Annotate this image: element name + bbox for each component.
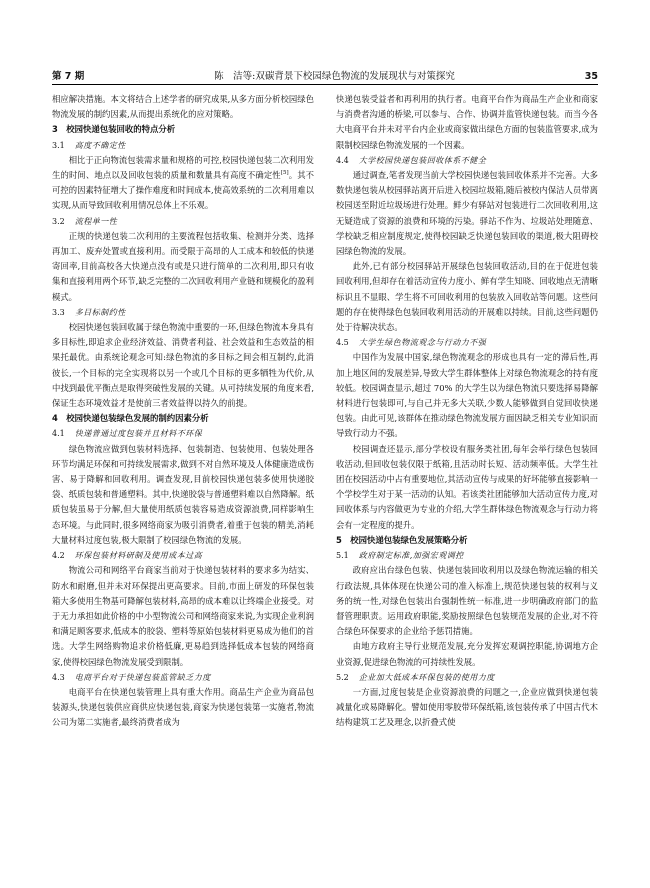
subsection-title: 快递普通过度包装并且材料不环保 (74, 429, 203, 439)
subsection-number: 4.3 (52, 672, 65, 682)
right-column (336, 92, 598, 731)
paragraph: 校园调查还显示,部分学校设有服务类社团,每年会举行绿色包装回收活动,但回收包装仅限于纸箱,且活动时长短、活动频率低。大学生社团在校园活动中占有重要地位,其活动宣传与成果的好坏能够直接影响一个学校学生对于某一活动的认知。若该类社团能够加大活动宣传力度,对回收体系与内容做更为专业的介绍,大学生群体绿色物流观念与行动力将会有一定程度的提升。 (336, 443, 598, 530)
section-heading-5: 5 校园快递包装绿色发展策略分析 (336, 534, 468, 545)
subsection-heading-3-3 (52, 305, 314, 320)
paragraph-text: 相比于正向物流包装需求量和规格的可控,校园快递包装二次利用发生的时间、地点以及回收包装的质量和数量具有高度不确定性 (52, 154, 314, 181)
paragraph: 此外,已有部分校园驿站开展绿色包装回收活动,目的在于促进包装回收利用,但却存在着活动宣传力度小、鲜有学生知晓、回收地点无清晰标识且不显眼、学生将不可回收利用的包装放入回收站等问题。这些问题的存在使得绿色包装回收利用活动的开展难以持续。目前,这些问题仍处于待解决状态。 (336, 261, 598, 333)
paragraph: 校园快递包装回收属于绿色物流中重要的一环,但绿色物流本身具有多目标性,即追求企业经济效益、消费者利益、社会效益和生态效益的相果托最优。由系统论观念可知:绿色物流的多目标之间会相互制约,此消彼长,一个目标的完全实现将以另一个或几个目标的更多牺牲为代价,从中找到最优平衡点是取得突破性发展的关键。从可持续发展的角度来看,保证生态环境效益才是使前三者效益得以持久的前提。 (52, 322, 314, 409)
running-header (52, 66, 598, 82)
subsection-heading-4-1 (52, 426, 314, 441)
paragraph (52, 153, 314, 214)
paragraph-text: 。其不可控的因素特征增大了操作难度和时间成本,使高效系统的二次利用难以实现,从而导致回收利用情况总体上不乐观。 (52, 170, 315, 211)
page-number: 35 (584, 71, 598, 82)
subsection-heading-5-1 (336, 548, 598, 563)
header-rule (52, 84, 598, 85)
subsection-heading-3-2 (52, 214, 314, 229)
subsection-title: 多目标制约性 (74, 307, 126, 317)
subsection-number: 3.3 (52, 307, 65, 317)
subsection-number: 5.1 (336, 551, 349, 561)
subsection-number: 4.1 (52, 429, 65, 439)
subsection-title: 企业加大低成本环保包装的使用力度 (358, 672, 495, 682)
left-column (52, 92, 314, 731)
subsection-title: 大学生绿色物流观念与行动力不强 (358, 338, 487, 348)
paragraph: 电商平台在快递包装管理上具有重大作用。商品生产企业为商品包装源头,快递包装供应商供应快递包装,商家为快递包装第一实施者,物流公司为第二实施者,最终消费者成为 (52, 686, 314, 728)
section-heading-4: 4 校园快递包装绿色发展的制约因素分析 (52, 413, 209, 424)
subsection-heading-4-3 (52, 670, 314, 685)
subsection-heading-4-5 (336, 335, 598, 350)
paragraph: 物流公司和网络平台商家当前对于快递包装材料的要求多为结实、防水和耐磨,但并未对环保提出更高要求。目前,市面上研发的环保包装箱大多使用生物基可降解包装材料,高昂的成本难以让终端企业接受。对于无力承担如此价格的中小型物流公司和网络商家来说,为实现企业利润和满足顾客要求,低成本的胶袋、塑料等原始包装材料更易成为他们的首选。大学生网络购物追求价格低廉,更易趋到选择低成本包装的网络商家,使得校园绿色物流发展受到限制。 (52, 565, 314, 667)
subsection-title: 电商平台对于快递包装监管缺乏力度 (74, 672, 211, 682)
subsection-heading-4-4 (336, 153, 598, 168)
subsection-heading-5-2 (336, 670, 598, 685)
issue-label: 第 7 期 (52, 71, 85, 82)
paragraph: 绿色物流应做到包装材料选择、包装制造、包装使用、包装处理各环节均满足环保和可持续发展需求,做到不对自然环境及人体健康造成伤害、易于降解和回收利用。调查发现,目前校园快递包装多使用快递胶袋、纸质包装和普通塑料。其中,快递胶袋与普通塑料难以自然降解。纸质包装虽易于分解,但大量使用纸质包装容易造成资源浪费,同样影响生态环境。与此同时,很多网络商家为吸引消费者,着重于包装的精美,消耗大量材料过度包装,极大限制了校园绿色物流的发展。 (52, 443, 314, 545)
subsection-heading-4-2 (52, 548, 314, 563)
paragraph: 相应解决措施。本文将结合上述学者的研究成果,从多方面分析校园绿色物流发展的制约因素,从而提出系统化的应对策略。 (52, 94, 314, 120)
subsection-title: 高度不确定性 (74, 140, 126, 150)
subsection-title: 大学校园快递包装回收体系不健全 (358, 155, 487, 165)
paragraph: 一方面,过度包装是企业资源浪费的问题之一,企业应做到快递包装减量化或易降解化。譬如使用零胶带环保纸箱,该包装传承了中国古代木结构建筑工艺及理念,以折叠式使 (336, 686, 598, 728)
subsection-number: 3.2 (52, 216, 65, 226)
running-title: 陈 洁等:双碳背景下校园绿色物流的发展现状与对策探究 (214, 71, 455, 82)
subsection-number: 4.2 (52, 551, 65, 561)
paragraph: 快递包装受益者和再利用的执行者。电商平台作为商品生产企业和商家与消费者沟通的桥梁,可以参与、合作、协调并监管快递包装。而当今各大电商平台并未对平台内企业或商家做出绿色方面的包装监管要求,成为限制校园绿色物流发展的一个因素。 (336, 94, 598, 150)
subsection-title: 政府制定标准,加强宏观调控 (358, 551, 464, 561)
subsection-number: 4.5 (336, 338, 349, 348)
subsection-number: 4.4 (336, 155, 349, 165)
section-heading-3: 3 校园快递包装回收的特点分析 (52, 124, 176, 135)
subsection-number: 5.2 (336, 672, 349, 682)
subsection-title: 环保包装材料研制及使用成本过高 (74, 551, 203, 561)
subsection-heading-3-1 (52, 138, 314, 153)
paragraph: 正规的快递包装二次利用的主要流程包括收集、检测并分类、选择再加工、废弃处置或直接利用。而受限于高昂的人工成本和较低的快递寄回率,目前高校各大快递点没有或是只进行简单的二次利用,即只有收集和直接利用两个环节,缺乏完整的二次回收利用产业链和规模化的盈利模式。 (52, 230, 314, 302)
subsection-title: 流程单一性 (74, 216, 118, 226)
paragraph: 中国作为发展中国家,绿色物流观念的形成也具有一定的滞后性,再加上地区间的发展差异,导致大学生群体整体上对绿色物流观念的持有度较低。校园调查显示,超过 70% 的大学生以为绿色物流只要选择易降解材料进行包装即可,与自己并无多大关联,少数人能够做到自觉回收快递包装。由此可见,该群体在推动绿色物流发展方面因缺乏相关专业知识而导致行动力不强。 (336, 352, 598, 439)
subsection-number: 3.1 (52, 140, 65, 150)
citation-ref: [5] (280, 170, 289, 177)
paragraph: 通过调查,笔者发现当前大学校园快递包装回收体系并不完善。大多数快递包装从校园驿站离开后进入校园垃圾箱,随后被校内保洁人员带离校园送至附近垃圾场进行处理。鲜少有驿站对包装进行二次回收利用,这无疑造成了资源的浪费和环境的污染。驿站不作为、垃圾站处理随意、学校缺乏相应制度规定,使得校园缺乏快递包装回收的渠道,极大阻碍校园绿色物流的发展。 (336, 170, 598, 257)
paragraph: 由地方政府主导行业规范发展,充分发挥宏观调控职能,协调地方企业资源,促进绿色物流的可持续性发展。 (336, 641, 598, 667)
paragraph: 政府应出台绿色包装、快递包装回收利用以及绿色物流运输的相关行政法规,具体体现在快递公司的准入标准上,规范快递包装的权利与义务的统一性,对绿色包装出台强制性统一标准,进一步明确政府部门的监督管理职责。运用政府职能,奖励按照绿色包装规范发展的企业,对不符合绿色环保要求的企业给予惩罚措施。 (336, 565, 598, 637)
